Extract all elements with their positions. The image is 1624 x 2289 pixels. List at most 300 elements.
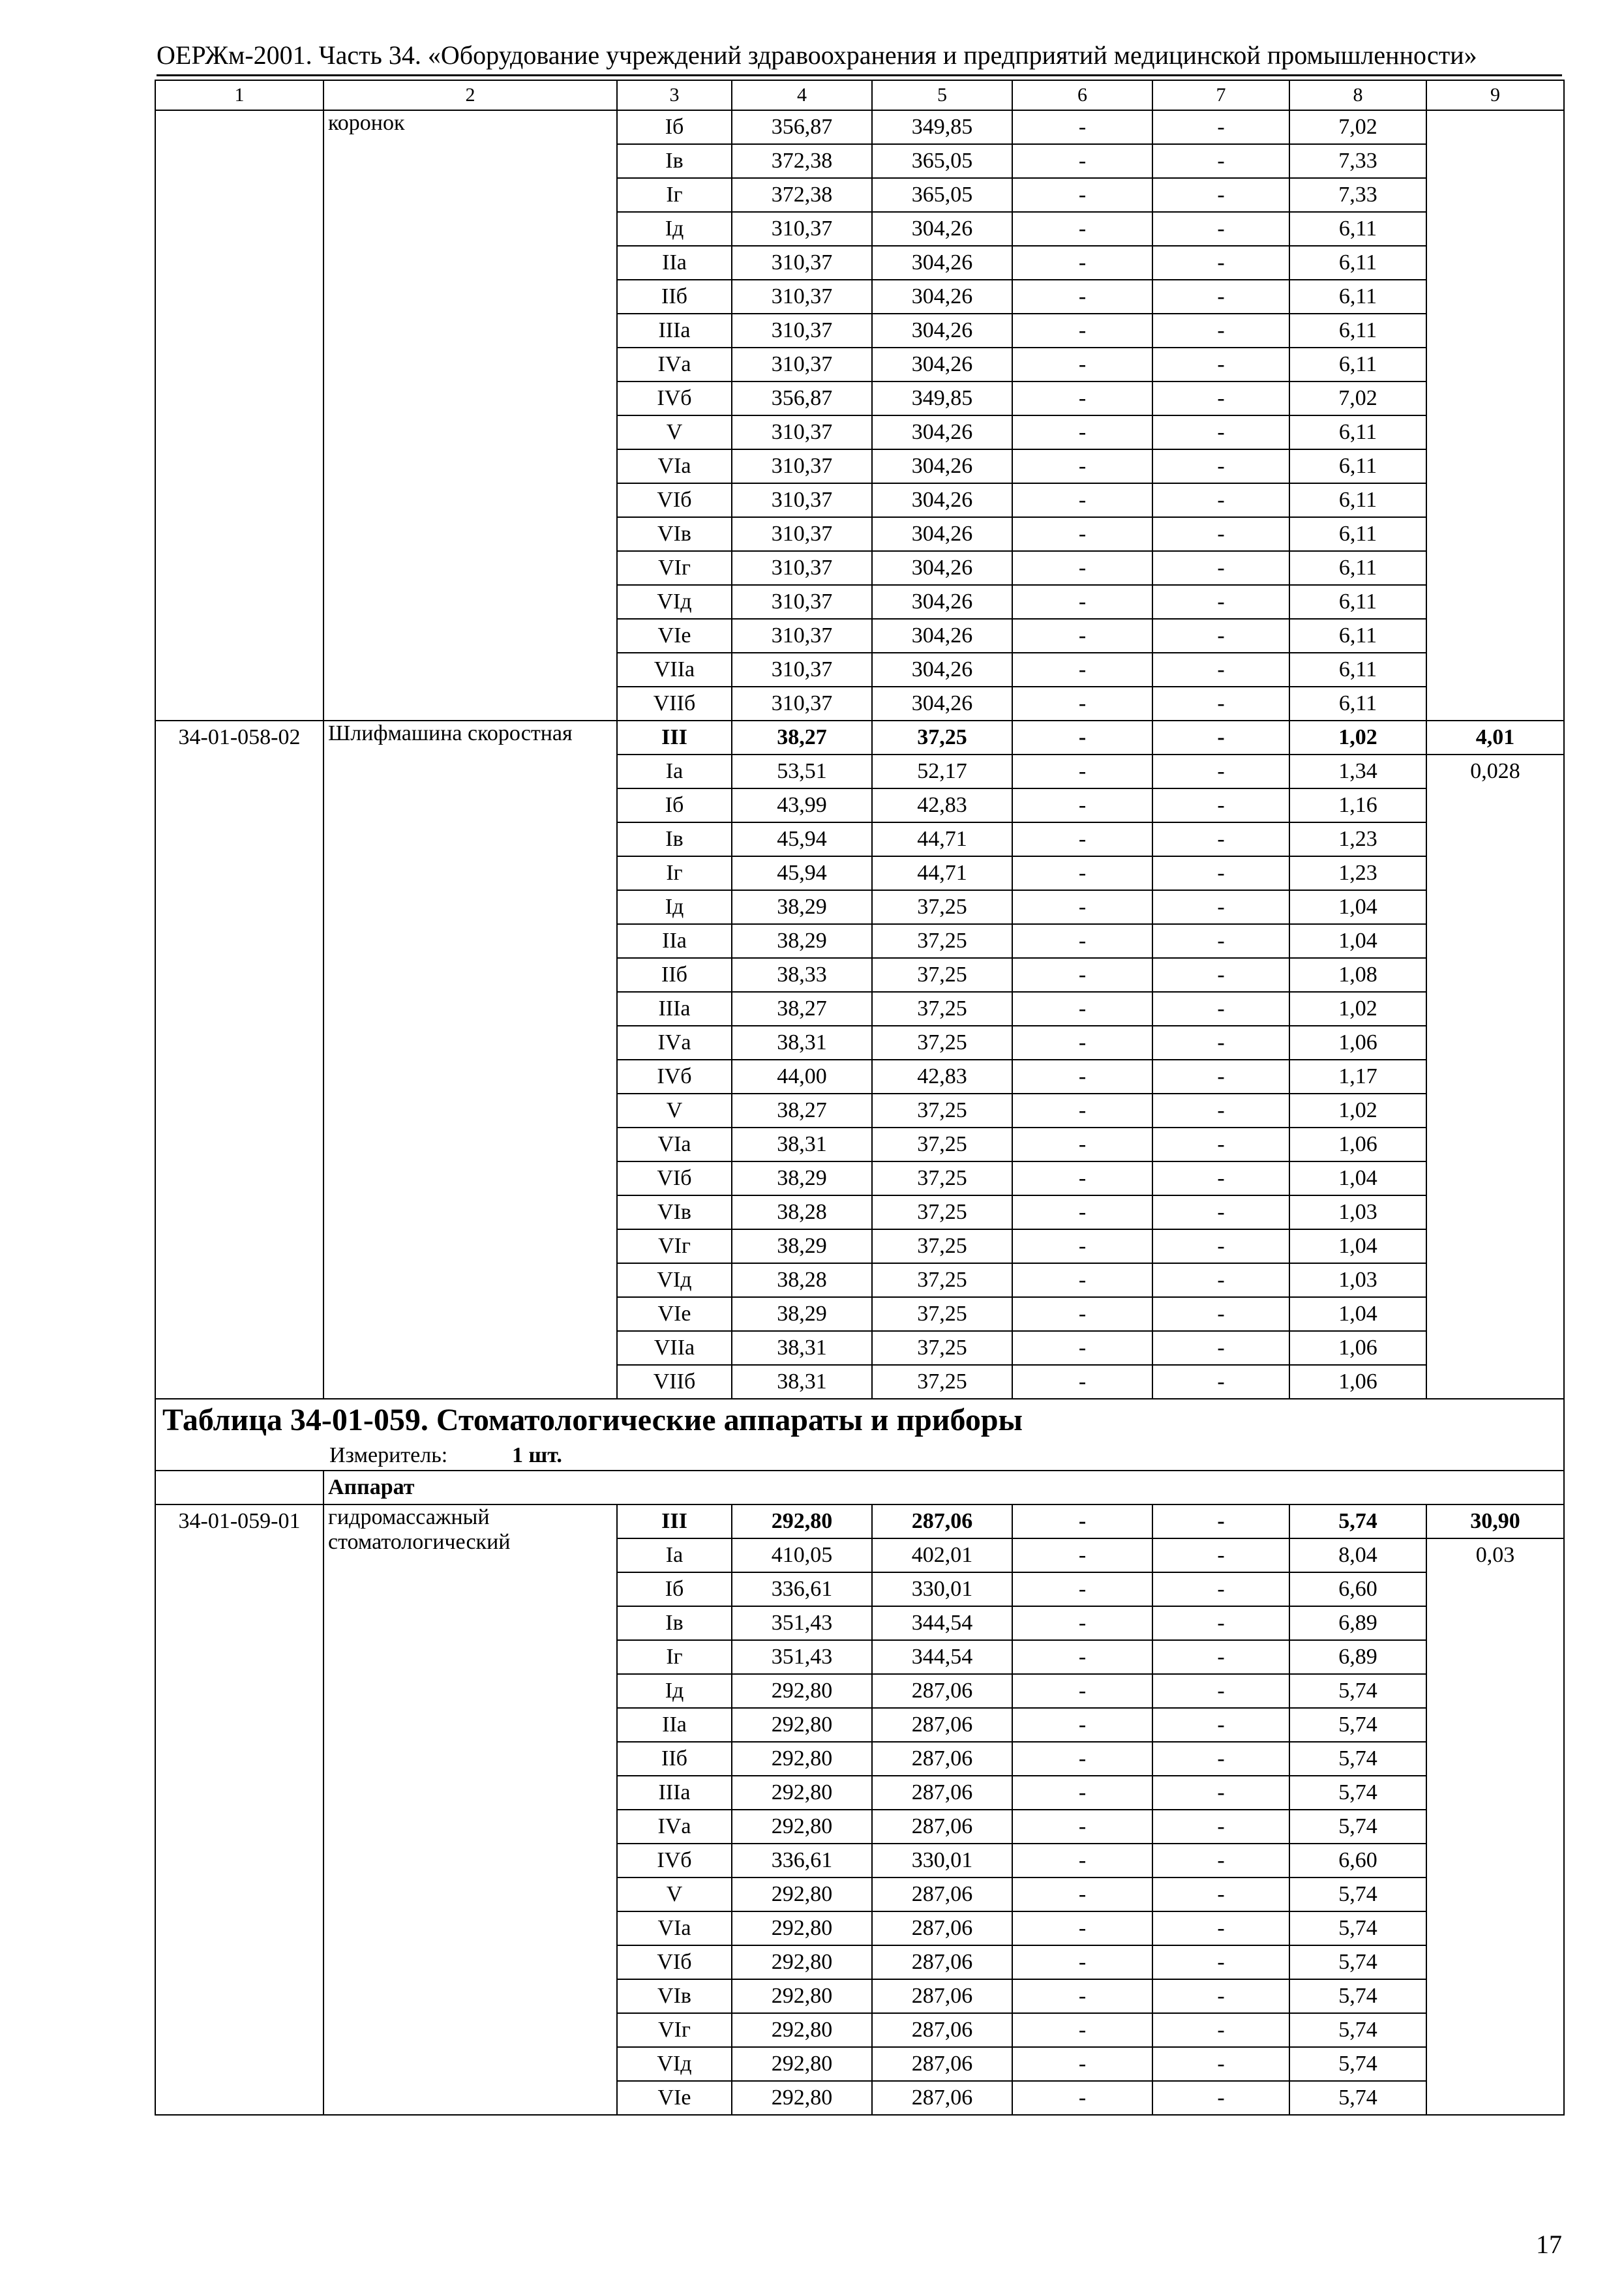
total-cost: 292,80 bbox=[732, 1742, 872, 1776]
machine-cost: - bbox=[1012, 788, 1152, 822]
machine-wages: - bbox=[1152, 619, 1289, 653]
machine-wages: - bbox=[1152, 1263, 1289, 1297]
zone-code: VIа bbox=[617, 1911, 732, 1945]
zone-code: VIе bbox=[617, 1297, 732, 1331]
zone-code: Iд bbox=[617, 890, 732, 924]
zone-code: IIIа bbox=[617, 1776, 732, 1810]
materials-cost: 1,06 bbox=[1289, 1365, 1426, 1399]
group-blank bbox=[155, 1471, 323, 1504]
materials-cost: 6,11 bbox=[1289, 619, 1426, 653]
machine-cost: - bbox=[1012, 382, 1152, 415]
materials-cost: 6,89 bbox=[1289, 1606, 1426, 1640]
total-cost: 43,99 bbox=[732, 788, 872, 822]
total-cost: 38,29 bbox=[732, 1229, 872, 1263]
materials-cost: 5,74 bbox=[1289, 1708, 1426, 1742]
machine-wages: - bbox=[1152, 517, 1289, 551]
machine-wages: - bbox=[1152, 1640, 1289, 1674]
materials-cost: 1,08 bbox=[1289, 958, 1426, 992]
zone-code: Iг bbox=[617, 856, 732, 890]
machine-cost: - bbox=[1012, 144, 1152, 178]
measure-cell bbox=[155, 1441, 1564, 1471]
machine-cost: - bbox=[1012, 2013, 1152, 2047]
machine-wages: - bbox=[1152, 1128, 1289, 1161]
machine-cost: - bbox=[1012, 1026, 1152, 1060]
machine-cost: - bbox=[1012, 1742, 1152, 1776]
machine-wages: - bbox=[1152, 110, 1289, 144]
total-cost: 310,37 bbox=[732, 415, 872, 449]
zone-code: VIе bbox=[617, 2081, 732, 2115]
total-cost: 44,00 bbox=[732, 1060, 872, 1094]
rate-code bbox=[155, 110, 323, 721]
installation-cost: 287,06 bbox=[872, 1674, 1012, 1708]
materials-cost: 1,06 bbox=[1289, 1128, 1426, 1161]
machine-wages: - bbox=[1152, 2047, 1289, 2081]
installation-cost: 287,06 bbox=[872, 1776, 1012, 1810]
total-cost: 310,37 bbox=[732, 687, 872, 721]
materials-cost: 5,74 bbox=[1289, 1776, 1426, 1810]
machine-cost: - bbox=[1012, 1708, 1152, 1742]
materials-cost: 7,02 bbox=[1289, 382, 1426, 415]
materials-cost: 5,74 bbox=[1289, 1878, 1426, 1911]
machine-wages: - bbox=[1152, 178, 1289, 212]
table-row bbox=[155, 1504, 1564, 1538]
machine-cost: - bbox=[1012, 1878, 1152, 1911]
zone-code: Iа bbox=[617, 755, 732, 788]
zone-code: Iб bbox=[617, 788, 732, 822]
materials-cost: 5,74 bbox=[1289, 1945, 1426, 1979]
total-cost: 292,80 bbox=[732, 2047, 872, 2081]
installation-cost: 349,85 bbox=[872, 382, 1012, 415]
total-cost: 310,37 bbox=[732, 585, 872, 619]
machine-cost: - bbox=[1012, 1060, 1152, 1094]
machine-wages: - bbox=[1152, 1844, 1289, 1878]
machine-cost: - bbox=[1012, 1331, 1152, 1365]
rate-name: коронок bbox=[323, 110, 617, 721]
machine-cost: - bbox=[1012, 1911, 1152, 1945]
machine-wages: - bbox=[1152, 1911, 1289, 1945]
zone-code: IIIа bbox=[617, 992, 732, 1026]
total-cost: 310,37 bbox=[732, 653, 872, 687]
table-row bbox=[155, 721, 1564, 755]
installation-cost: 37,25 bbox=[872, 1094, 1012, 1128]
materials-cost: 1,04 bbox=[1289, 890, 1426, 924]
installation-cost: 349,85 bbox=[872, 110, 1012, 144]
total-cost: 38,27 bbox=[732, 721, 872, 755]
zone-code: V bbox=[617, 1094, 732, 1128]
machine-cost: - bbox=[1012, 1504, 1152, 1538]
total-cost: 292,80 bbox=[732, 1504, 872, 1538]
labor-cost: 4,01 bbox=[1426, 721, 1564, 755]
machine-cost: - bbox=[1012, 1365, 1152, 1399]
materials-cost: 5,74 bbox=[1289, 2013, 1426, 2047]
machine-wages: - bbox=[1152, 1606, 1289, 1640]
installation-cost: 287,06 bbox=[872, 1878, 1012, 1911]
installation-cost: 52,17 bbox=[872, 755, 1012, 788]
installation-cost: 37,25 bbox=[872, 1128, 1012, 1161]
zone-code: IIа bbox=[617, 1708, 732, 1742]
materials-cost: 1,04 bbox=[1289, 1229, 1426, 1263]
machine-cost: - bbox=[1012, 2081, 1152, 2115]
machine-cost: - bbox=[1012, 551, 1152, 585]
machine-cost: - bbox=[1012, 246, 1152, 280]
installation-cost: 287,06 bbox=[872, 1979, 1012, 2013]
machine-wages: - bbox=[1152, 246, 1289, 280]
page-header: ОЕРЖм-2001. Часть 34. «Оборудование учреждений здравоохранения и предприятий медицинской промышленности» bbox=[157, 38, 1562, 76]
zone-code: VIг bbox=[617, 551, 732, 585]
zone-code: VIа bbox=[617, 449, 732, 483]
installation-cost: 287,06 bbox=[872, 1742, 1012, 1776]
machine-cost: - bbox=[1012, 1094, 1152, 1128]
zone-code: IVб bbox=[617, 1060, 732, 1094]
installation-cost: 37,25 bbox=[872, 1365, 1012, 1399]
machine-wages: - bbox=[1152, 1026, 1289, 1060]
total-cost: 38,29 bbox=[732, 924, 872, 958]
zone-code: III bbox=[617, 1504, 732, 1538]
machine-cost: - bbox=[1012, 619, 1152, 653]
machine-cost: - bbox=[1012, 1844, 1152, 1878]
machine-cost: - bbox=[1012, 1538, 1152, 1572]
total-cost: 292,80 bbox=[732, 2013, 872, 2047]
machine-wages: - bbox=[1152, 1979, 1289, 2013]
zone-code: VIIа bbox=[617, 653, 732, 687]
installation-cost: 304,26 bbox=[872, 314, 1012, 348]
materials-cost: 5,74 bbox=[1289, 2047, 1426, 2081]
machine-wages: - bbox=[1152, 924, 1289, 958]
installation-cost: 344,54 bbox=[872, 1640, 1012, 1674]
materials-cost: 6,11 bbox=[1289, 653, 1426, 687]
total-cost: 351,43 bbox=[732, 1640, 872, 1674]
materials-cost: 5,74 bbox=[1289, 1504, 1426, 1538]
machine-wages: - bbox=[1152, 1674, 1289, 1708]
total-cost: 292,80 bbox=[732, 1708, 872, 1742]
total-cost: 38,29 bbox=[732, 890, 872, 924]
machine-cost: - bbox=[1012, 348, 1152, 382]
machine-wages: - bbox=[1152, 1708, 1289, 1742]
total-cost: 310,37 bbox=[732, 483, 872, 517]
zone-code: IIб bbox=[617, 280, 732, 314]
zone-code: Iб bbox=[617, 110, 732, 144]
installation-cost: 304,26 bbox=[872, 585, 1012, 619]
measure-label: Измеритель: bbox=[329, 1443, 448, 1467]
rate-code: 34-01-058-02 bbox=[155, 721, 323, 1399]
machine-wages: - bbox=[1152, 1297, 1289, 1331]
rate-name: гидромассажный стоматологический bbox=[323, 1504, 617, 2115]
machine-wages: - bbox=[1152, 415, 1289, 449]
installation-cost: 287,06 bbox=[872, 1810, 1012, 1844]
installation-cost: 330,01 bbox=[872, 1844, 1012, 1878]
machine-cost: - bbox=[1012, 1606, 1152, 1640]
total-cost: 38,27 bbox=[732, 1094, 872, 1128]
materials-cost: 6,11 bbox=[1289, 212, 1426, 246]
table-row bbox=[155, 110, 1564, 144]
materials-cost: 5,74 bbox=[1289, 1979, 1426, 2013]
column-number: 2 bbox=[323, 80, 617, 110]
materials-cost: 6,60 bbox=[1289, 1844, 1426, 1878]
machine-cost: - bbox=[1012, 1945, 1152, 1979]
machine-cost: - bbox=[1012, 517, 1152, 551]
labor-cost bbox=[1426, 110, 1564, 721]
column-number: 8 bbox=[1289, 80, 1426, 110]
materials-cost: 5,74 bbox=[1289, 2081, 1426, 2115]
total-cost: 310,37 bbox=[732, 314, 872, 348]
installation-cost: 37,25 bbox=[872, 924, 1012, 958]
machine-cost: - bbox=[1012, 1810, 1152, 1844]
total-cost: 310,37 bbox=[732, 348, 872, 382]
total-cost: 310,37 bbox=[732, 212, 872, 246]
machine-cost: - bbox=[1012, 1297, 1152, 1331]
zone-code: VIв bbox=[617, 517, 732, 551]
zone-code: IVа bbox=[617, 1810, 732, 1844]
machine-cost: - bbox=[1012, 280, 1152, 314]
machine-wages: - bbox=[1152, 449, 1289, 483]
installation-cost: 287,06 bbox=[872, 1504, 1012, 1538]
installation-cost: 304,26 bbox=[872, 619, 1012, 653]
total-cost: 310,37 bbox=[732, 449, 872, 483]
machine-cost: - bbox=[1012, 1263, 1152, 1297]
total-cost: 38,31 bbox=[732, 1331, 872, 1365]
machine-wages: - bbox=[1152, 280, 1289, 314]
installation-cost: 304,26 bbox=[872, 348, 1012, 382]
machine-wages: - bbox=[1152, 348, 1289, 382]
installation-cost: 304,26 bbox=[872, 449, 1012, 483]
total-cost: 310,37 bbox=[732, 551, 872, 585]
zone-code: VIIб bbox=[617, 687, 732, 721]
section-title: Таблица 34-01-059. Стоматологические аппараты и приборы bbox=[155, 1399, 1564, 1441]
total-cost: 38,28 bbox=[732, 1263, 872, 1297]
total-cost: 356,87 bbox=[732, 110, 872, 144]
machine-wages: - bbox=[1152, 1538, 1289, 1572]
zone-code: Iд bbox=[617, 212, 732, 246]
column-number: 9 bbox=[1426, 80, 1564, 110]
total-cost: 38,29 bbox=[732, 1161, 872, 1195]
machine-wages: - bbox=[1152, 551, 1289, 585]
total-cost: 38,28 bbox=[732, 1195, 872, 1229]
zone-code: VIб bbox=[617, 483, 732, 517]
machine-cost: - bbox=[1012, 314, 1152, 348]
materials-cost: 1,06 bbox=[1289, 1331, 1426, 1365]
total-cost: 292,80 bbox=[732, 1776, 872, 1810]
total-cost: 53,51 bbox=[732, 755, 872, 788]
materials-cost: 6,11 bbox=[1289, 348, 1426, 382]
total-cost: 292,80 bbox=[732, 1945, 872, 1979]
machine-cost: - bbox=[1012, 178, 1152, 212]
zone-code: IVа bbox=[617, 348, 732, 382]
column-number-row bbox=[155, 80, 1564, 110]
total-cost: 38,29 bbox=[732, 1297, 872, 1331]
machine-wages: - bbox=[1152, 1810, 1289, 1844]
machine-cost: - bbox=[1012, 110, 1152, 144]
labor-cost: 30,90 bbox=[1426, 1504, 1564, 1538]
materials-cost: 6,11 bbox=[1289, 687, 1426, 721]
machine-wages: - bbox=[1152, 653, 1289, 687]
column-number: 3 bbox=[617, 80, 732, 110]
machine-cost: - bbox=[1012, 449, 1152, 483]
materials-cost: 5,74 bbox=[1289, 1674, 1426, 1708]
machine-wages: - bbox=[1152, 687, 1289, 721]
installation-cost: 344,54 bbox=[872, 1606, 1012, 1640]
installation-cost: 37,25 bbox=[872, 721, 1012, 755]
total-cost: 38,31 bbox=[732, 1365, 872, 1399]
zone-code: Iв bbox=[617, 144, 732, 178]
rates-table-body bbox=[155, 80, 1564, 2115]
materials-cost: 1,02 bbox=[1289, 992, 1426, 1026]
total-cost: 310,37 bbox=[732, 280, 872, 314]
materials-cost: 8,04 bbox=[1289, 1538, 1426, 1572]
total-cost: 310,37 bbox=[732, 517, 872, 551]
labor-cost-machinist: 0,03 bbox=[1426, 1538, 1564, 2115]
machine-wages: - bbox=[1152, 483, 1289, 517]
machine-wages: - bbox=[1152, 212, 1289, 246]
machine-wages: - bbox=[1152, 1331, 1289, 1365]
materials-cost: 1,04 bbox=[1289, 924, 1426, 958]
total-cost: 292,80 bbox=[732, 1674, 872, 1708]
installation-cost: 365,05 bbox=[872, 144, 1012, 178]
machine-cost: - bbox=[1012, 483, 1152, 517]
machine-cost: - bbox=[1012, 687, 1152, 721]
materials-cost: 1,23 bbox=[1289, 856, 1426, 890]
total-cost: 336,61 bbox=[732, 1572, 872, 1606]
materials-cost: 1,03 bbox=[1289, 1195, 1426, 1229]
zone-code: IVб bbox=[617, 1844, 732, 1878]
materials-cost: 6,11 bbox=[1289, 280, 1426, 314]
machine-cost: - bbox=[1012, 992, 1152, 1026]
machine-wages: - bbox=[1152, 890, 1289, 924]
installation-cost: 402,01 bbox=[872, 1538, 1012, 1572]
total-cost: 45,94 bbox=[732, 822, 872, 856]
machine-cost: - bbox=[1012, 1674, 1152, 1708]
machine-wages: - bbox=[1152, 992, 1289, 1026]
installation-cost: 287,06 bbox=[872, 2081, 1012, 2115]
column-number: 4 bbox=[732, 80, 872, 110]
machine-cost: - bbox=[1012, 1161, 1152, 1195]
machine-wages: - bbox=[1152, 1945, 1289, 1979]
zone-code: IIб bbox=[617, 1742, 732, 1776]
total-cost: 38,33 bbox=[732, 958, 872, 992]
zone-code: VIв bbox=[617, 1195, 732, 1229]
page-number: 17 bbox=[1536, 2230, 1562, 2259]
column-number: 1 bbox=[155, 80, 323, 110]
machine-cost: - bbox=[1012, 1640, 1152, 1674]
installation-cost: 330,01 bbox=[872, 1572, 1012, 1606]
installation-cost: 37,25 bbox=[872, 1161, 1012, 1195]
machine-cost: - bbox=[1012, 1229, 1152, 1263]
total-cost: 310,37 bbox=[732, 246, 872, 280]
materials-cost: 6,11 bbox=[1289, 314, 1426, 348]
zone-code: V bbox=[617, 1878, 732, 1911]
rate-code: 34-01-059-01 bbox=[155, 1504, 323, 2115]
machine-cost: - bbox=[1012, 1128, 1152, 1161]
installation-cost: 37,25 bbox=[872, 1229, 1012, 1263]
machine-wages: - bbox=[1152, 1776, 1289, 1810]
total-cost: 38,27 bbox=[732, 992, 872, 1026]
machine-cost: - bbox=[1012, 1195, 1152, 1229]
machine-wages: - bbox=[1152, 1229, 1289, 1263]
machine-cost: - bbox=[1012, 1572, 1152, 1606]
materials-cost: 6,11 bbox=[1289, 483, 1426, 517]
column-number: 7 bbox=[1152, 80, 1289, 110]
zone-code: Iг bbox=[617, 1640, 732, 1674]
zone-code: Iг bbox=[617, 178, 732, 212]
zone-code: Iд bbox=[617, 1674, 732, 1708]
machine-cost: - bbox=[1012, 890, 1152, 924]
rates-table bbox=[155, 80, 1565, 2116]
machine-wages: - bbox=[1152, 1195, 1289, 1229]
installation-cost: 287,06 bbox=[872, 1708, 1012, 1742]
machine-cost: - bbox=[1012, 653, 1152, 687]
materials-cost: 7,33 bbox=[1289, 178, 1426, 212]
machine-wages: - bbox=[1152, 144, 1289, 178]
installation-cost: 37,25 bbox=[872, 1263, 1012, 1297]
installation-cost: 37,25 bbox=[872, 958, 1012, 992]
machine-wages: - bbox=[1152, 1742, 1289, 1776]
materials-cost: 1,06 bbox=[1289, 1026, 1426, 1060]
installation-cost: 37,25 bbox=[872, 1195, 1012, 1229]
materials-cost: 7,02 bbox=[1289, 110, 1426, 144]
zone-code: VIб bbox=[617, 1945, 732, 1979]
materials-cost: 5,74 bbox=[1289, 1742, 1426, 1776]
zone-code: IIа bbox=[617, 246, 732, 280]
installation-cost: 37,25 bbox=[872, 1297, 1012, 1331]
installation-cost: 304,26 bbox=[872, 551, 1012, 585]
materials-cost: 7,33 bbox=[1289, 144, 1426, 178]
installation-cost: 37,25 bbox=[872, 992, 1012, 1026]
measure-row bbox=[155, 1441, 1564, 1471]
materials-cost: 1,03 bbox=[1289, 1263, 1426, 1297]
zone-code: IIб bbox=[617, 958, 732, 992]
installation-cost: 304,26 bbox=[872, 687, 1012, 721]
machine-cost: - bbox=[1012, 822, 1152, 856]
zone-code: Iв bbox=[617, 1606, 732, 1640]
materials-cost: 6,11 bbox=[1289, 246, 1426, 280]
measure-value: 1 шт. bbox=[512, 1443, 562, 1467]
materials-cost: 6,11 bbox=[1289, 449, 1426, 483]
total-cost: 372,38 bbox=[732, 144, 872, 178]
zone-code: IVа bbox=[617, 1026, 732, 1060]
installation-cost: 287,06 bbox=[872, 2013, 1012, 2047]
column-number: 5 bbox=[872, 80, 1012, 110]
machine-cost: - bbox=[1012, 212, 1152, 246]
total-cost: 38,31 bbox=[732, 1026, 872, 1060]
machine-wages: - bbox=[1152, 585, 1289, 619]
machine-cost: - bbox=[1012, 755, 1152, 788]
installation-cost: 304,26 bbox=[872, 517, 1012, 551]
machine-wages: - bbox=[1152, 822, 1289, 856]
materials-cost: 1,04 bbox=[1289, 1297, 1426, 1331]
installation-cost: 287,06 bbox=[872, 1911, 1012, 1945]
zone-code: VIв bbox=[617, 1979, 732, 2013]
materials-cost: 5,74 bbox=[1289, 1911, 1426, 1945]
machine-wages: - bbox=[1152, 755, 1289, 788]
labor-cost-machinist: 0,028 bbox=[1426, 755, 1564, 1399]
machine-wages: - bbox=[1152, 1094, 1289, 1128]
machine-wages: - bbox=[1152, 1060, 1289, 1094]
machine-wages: - bbox=[1152, 382, 1289, 415]
zone-code: Iб bbox=[617, 1572, 732, 1606]
materials-cost: 1,04 bbox=[1289, 1161, 1426, 1195]
materials-cost: 1,02 bbox=[1289, 721, 1426, 755]
rate-name: Шлифмашина скоростная bbox=[323, 721, 617, 1399]
installation-cost: 304,26 bbox=[872, 246, 1012, 280]
machine-cost: - bbox=[1012, 721, 1152, 755]
zone-code: IIа bbox=[617, 924, 732, 958]
machine-cost: - bbox=[1012, 2047, 1152, 2081]
total-cost: 351,43 bbox=[732, 1606, 872, 1640]
materials-cost: 6,11 bbox=[1289, 517, 1426, 551]
zone-code: VIб bbox=[617, 1161, 732, 1195]
total-cost: 336,61 bbox=[732, 1844, 872, 1878]
installation-cost: 287,06 bbox=[872, 1945, 1012, 1979]
materials-cost: 6,60 bbox=[1289, 1572, 1426, 1606]
